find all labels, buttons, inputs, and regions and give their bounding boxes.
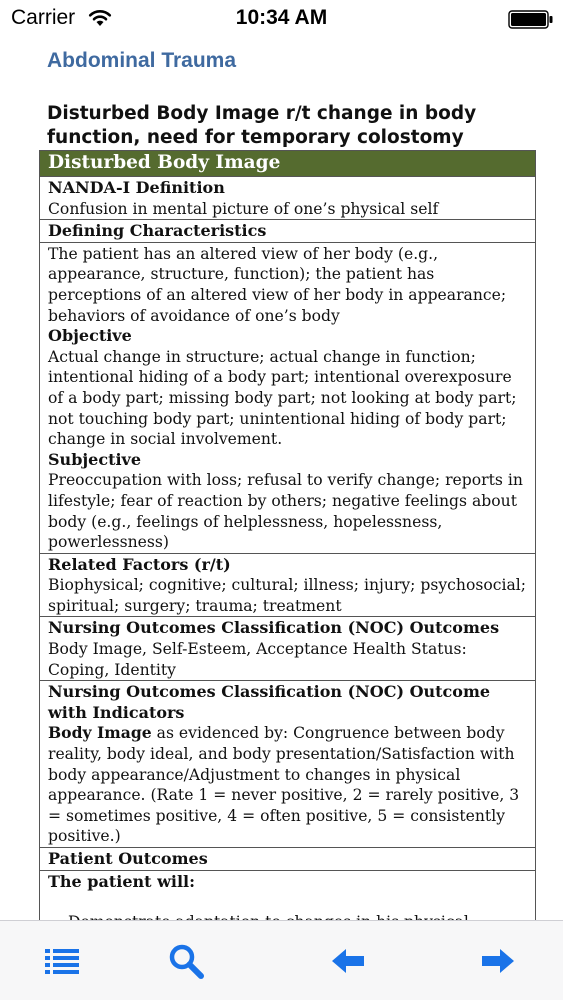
related-text: Biophysical; cognitive; cultural; illness; injury; psychosocial; spiritual; surgery; trauma; treatment bbox=[48, 576, 526, 615]
arrow-right-icon bbox=[480, 947, 516, 975]
objective-text: Actual change in structure; actual change in function; intentional hiding of a body part; intentional overexposure of a body part; missing body part; not looking at body part; not touching body part; unintentional hiding of body part; change in social involvement. bbox=[48, 347, 517, 449]
patient-will-label: The patient will: bbox=[48, 871, 195, 891]
table-header: Disturbed Body Image bbox=[40, 151, 535, 176]
patient-outcomes-label: Patient Outcomes bbox=[48, 849, 208, 868]
subjective-label: Subjective bbox=[48, 449, 142, 469]
section-heading: Disturbed Body Image r/t change in body function, need for temporary colostomy bbox=[47, 103, 477, 148]
carrier-name: Carrier bbox=[11, 6, 76, 29]
noc-text: Body Image, Self-Esteem, Acceptance Health Status: Coping, Identity bbox=[48, 640, 467, 679]
subjective-text: Preoccupation with loss; refusal to verify change; reports in lifestyle; fear of reaction by others; negative feelings about body (e.g., feelings of helplessness, hopelessness, powerlessness) bbox=[48, 471, 523, 552]
nanda-label: NANDA-I Definition bbox=[48, 178, 225, 197]
patient-outcomes-label-row bbox=[40, 847, 535, 870]
arrow-left-icon bbox=[330, 947, 366, 975]
noc-indicators-text bbox=[48, 723, 529, 847]
status-bar bbox=[0, 0, 563, 40]
previous-page-button[interactable] bbox=[328, 943, 368, 979]
search-icon bbox=[168, 943, 204, 979]
defining-row bbox=[40, 242, 535, 553]
next-page-button[interactable] bbox=[478, 943, 518, 979]
noc-indicators-bold: Body Image bbox=[48, 723, 152, 743]
nanda-text: Confusion in mental picture of one’s physical self bbox=[48, 199, 439, 218]
noc-label: Nursing Outcomes Classification (NOC) Outcomes bbox=[48, 618, 500, 638]
noc-indicators-label: Nursing Outcomes Classification (NOC) Outcome with Indicators bbox=[48, 682, 491, 722]
noc-indicators-row bbox=[40, 680, 535, 847]
battery-icon bbox=[508, 10, 554, 29]
book-page[interactable] bbox=[0, 40, 563, 920]
defining-label: Defining Characteristics bbox=[48, 221, 267, 241]
bottom-toolbar bbox=[0, 920, 563, 1000]
care-plan-table bbox=[39, 150, 536, 933]
search-button[interactable] bbox=[166, 943, 206, 979]
noc-row bbox=[40, 616, 535, 680]
related-factors-row bbox=[40, 553, 535, 617]
nanda-row bbox=[40, 176, 535, 219]
chapter-title: Abdominal Trauma bbox=[47, 49, 237, 72]
table-of-contents-button[interactable] bbox=[42, 943, 82, 979]
objective-label: Objective bbox=[48, 326, 132, 346]
defining-label-row bbox=[40, 219, 535, 242]
status-time: 10:34 AM bbox=[235, 6, 328, 29]
related-label: Related Factors (r/t) bbox=[48, 554, 231, 574]
defining-text: The patient has an altered view of her body (e.g., appearance, structure, function); the patient has perceptions of an altered view of her body in appearance; behaviors of avoidance of one’s body bbox=[48, 244, 507, 325]
list-icon bbox=[44, 947, 80, 975]
noc-indicators-body: as evidenced by: Congruence between body reality, body ideal, and body presentation/Satisfaction with body appearance/Adjustment to changes in physical appearance. (Rate 1 = never positive, 2 = rarely positive, 3 = sometimes positive, 4 = often positive, 5 = consistently positive.) bbox=[48, 724, 520, 846]
